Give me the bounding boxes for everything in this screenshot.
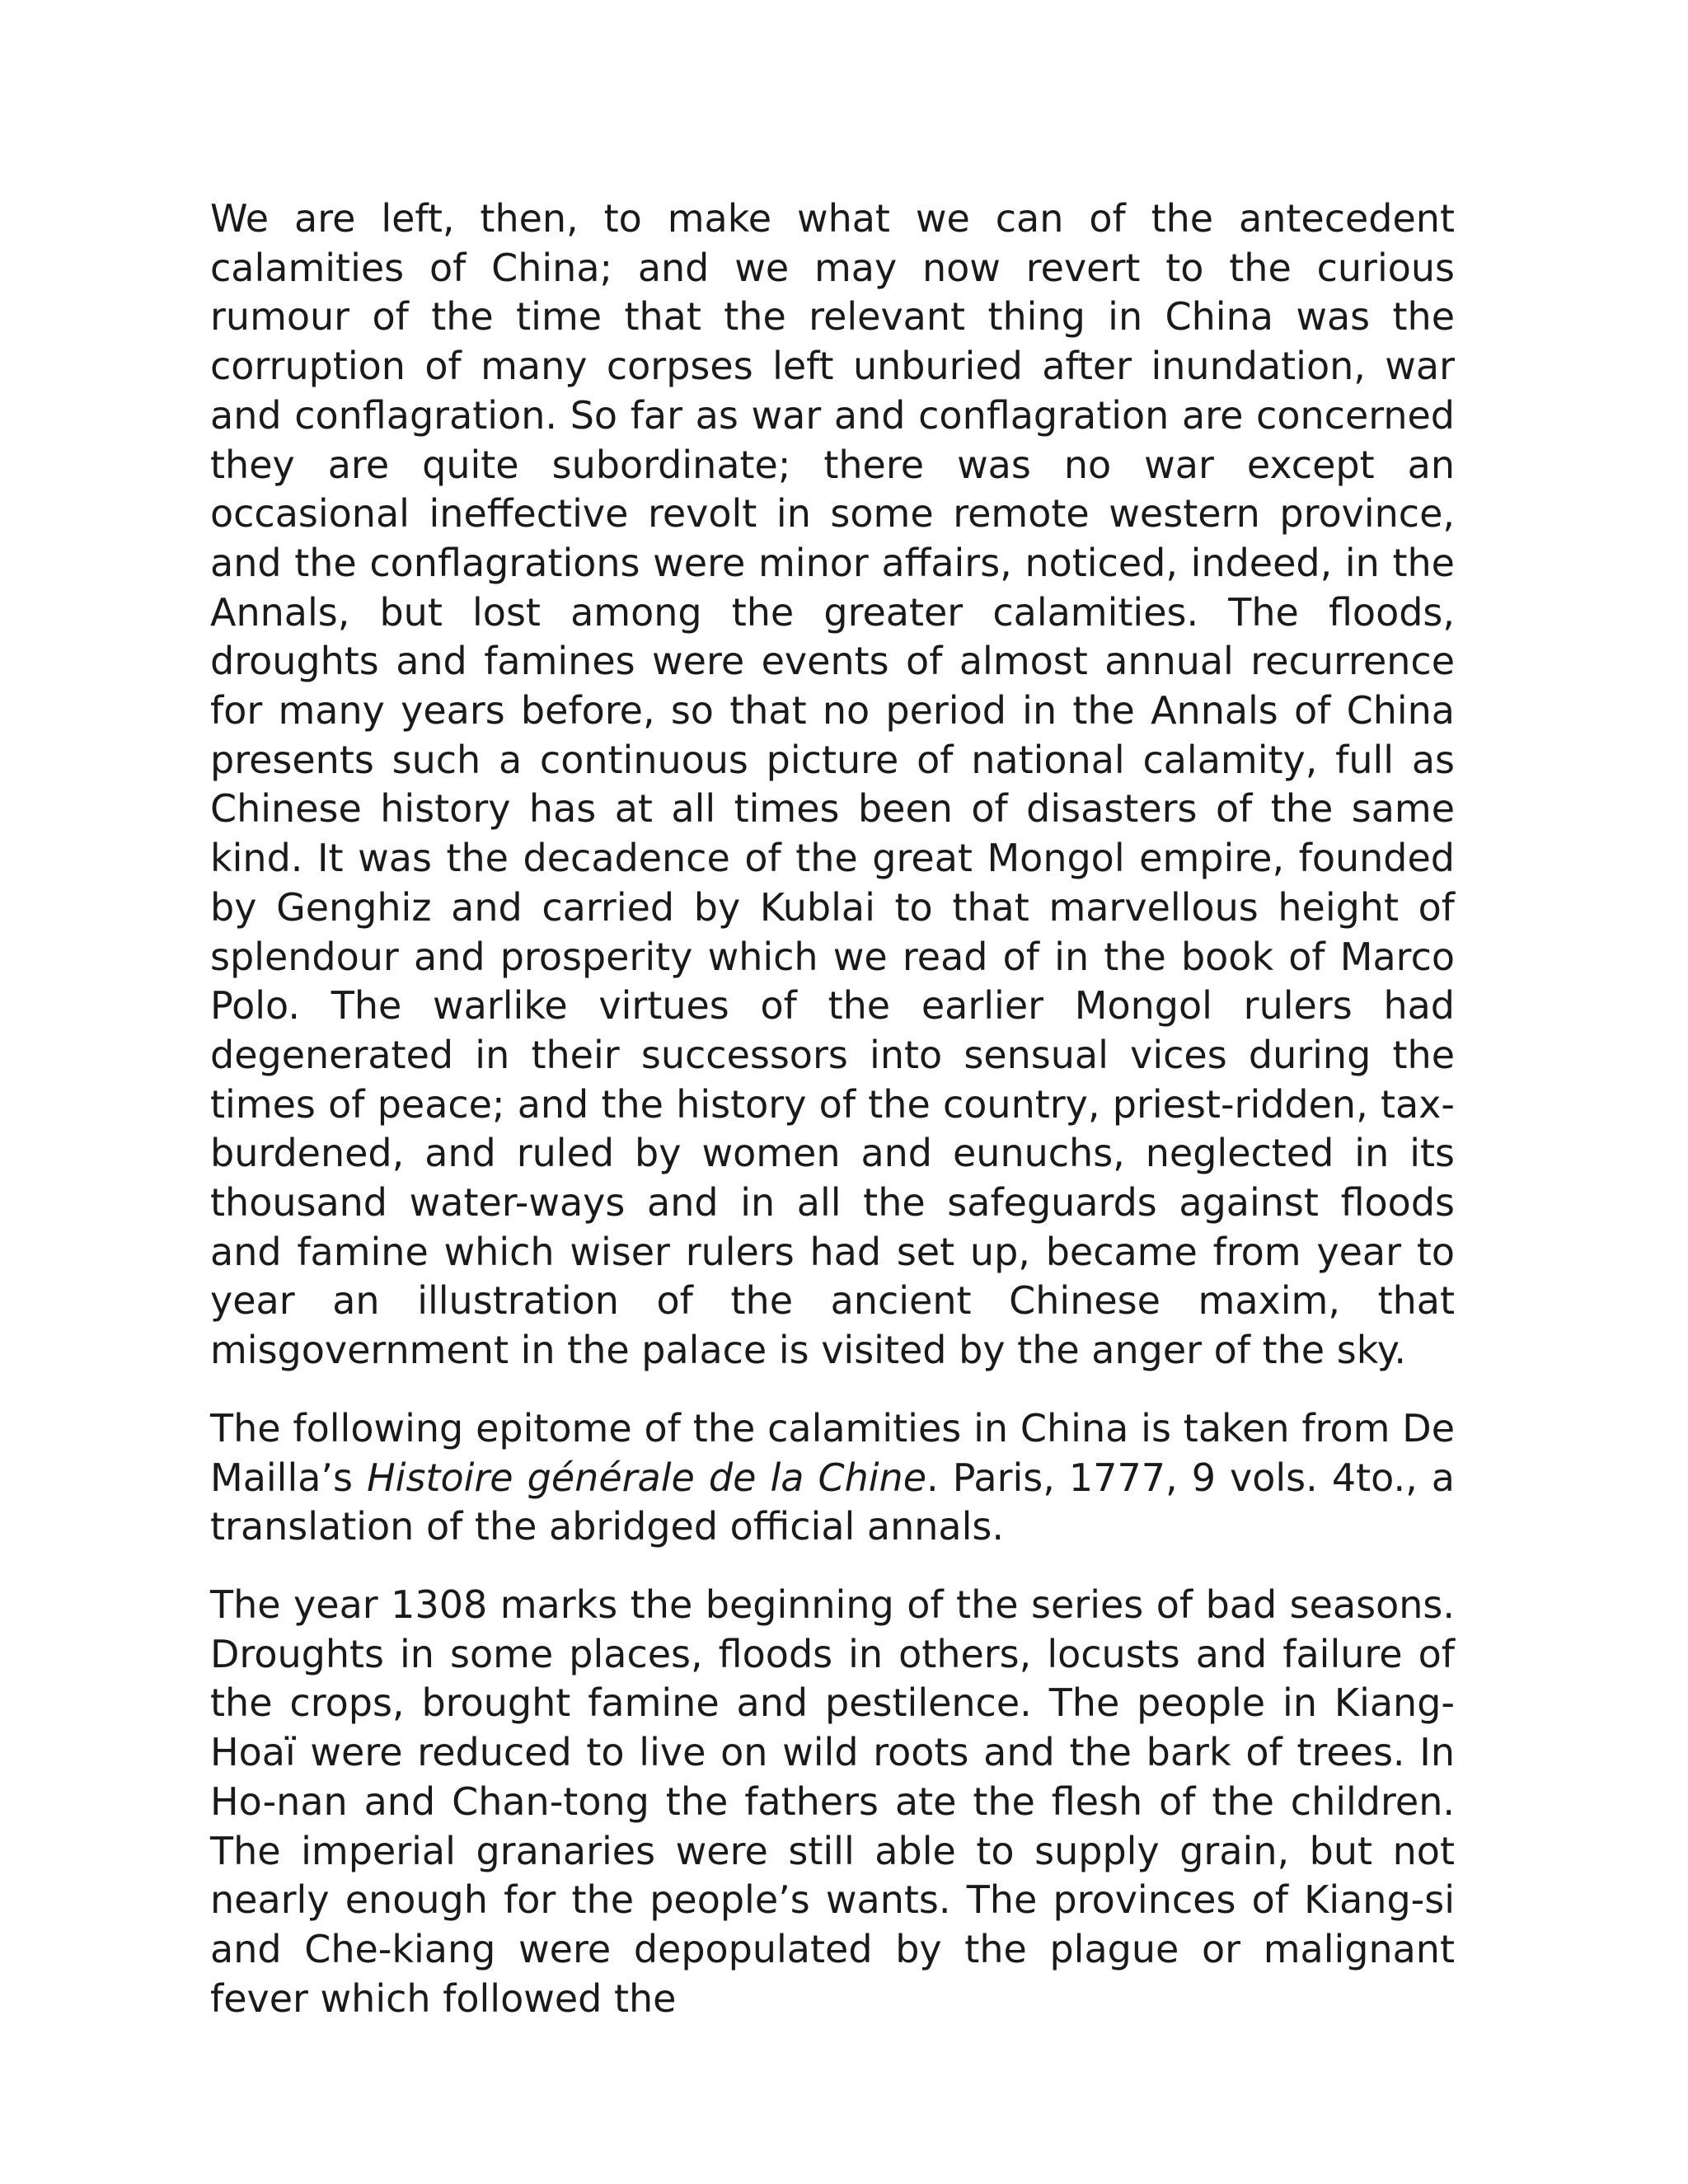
epitome-source-text-after: . Paris, 1777, 9 vols. 4to., a translation of the abridged official annals. <box>210 1455 1455 1549</box>
paragraph-year-1308: The year 1308 marks the beginning of the series of bad seasons. Droughts in some places, floods in others, locusts and failure of the crops, brought famine and pestilence. The people in Kiang-Hoaï were reduced to live on wild roots and the bark of trees. In Ho-nan and Chan-tong the fathers ate the flesh of the children. The imperial granaries were still able to supply grain, but not nearly enough for the people’s wants. The provinces of Kiang-si and Che-kiang were depopulated by the plague or malignant fever which followed the <box>210 1582 1455 2021</box>
book-title-italic: Histoire générale de la Chine <box>367 1455 927 1500</box>
epitome-source-text-before: The following epitome of the calamities in China is taken from De Mailla’s <box>210 1405 1455 1500</box>
document-page <box>210 194 1455 2052</box>
paragraph-epitome-source <box>210 1404 1455 1552</box>
paragraph-antecedent-calamities: We are left, then, to make what we can of the antecedent calamities of China; and we may now revert to the curious rumour of the time that the relevant thing in China was the corruption of many corpses left unburied after inundation, war and conflagration. So far as war and conflagration are concerned they are quite subordinate; there was no war except an occasional ineffective revolt in some remote western province, and the conflagrations were minor affairs, noticed, indeed, in the Annals, but lost among the greater calamities. The floods, droughts and famines were events of almost annual recurrence for many years before, so that no period in the Annals of China presents such a continuous picture of national calamity, full as Chinese history has at all times been of disasters of the same kind. It was the decadence of the great Mongol empire, founded by Genghiz and carried by Kublai to that marvellous height of splendour and prosperity which we read of in the book of Marco Polo. The warlike virtues of the earlier Mongol rulers had degenerated in their successors into sensual vices during the times of peace; and the history of the country, priest-ridden, tax-burdened, and ruled by women and eunuchs, neglected in its thousand water-ways and in all the safeguards against floods and famine which wiser rulers had set up, became from year to year an illustration of the ancient Chinese maxim, that misgovernment in the palace is visited by the anger of the sky. <box>210 196 1455 1373</box>
